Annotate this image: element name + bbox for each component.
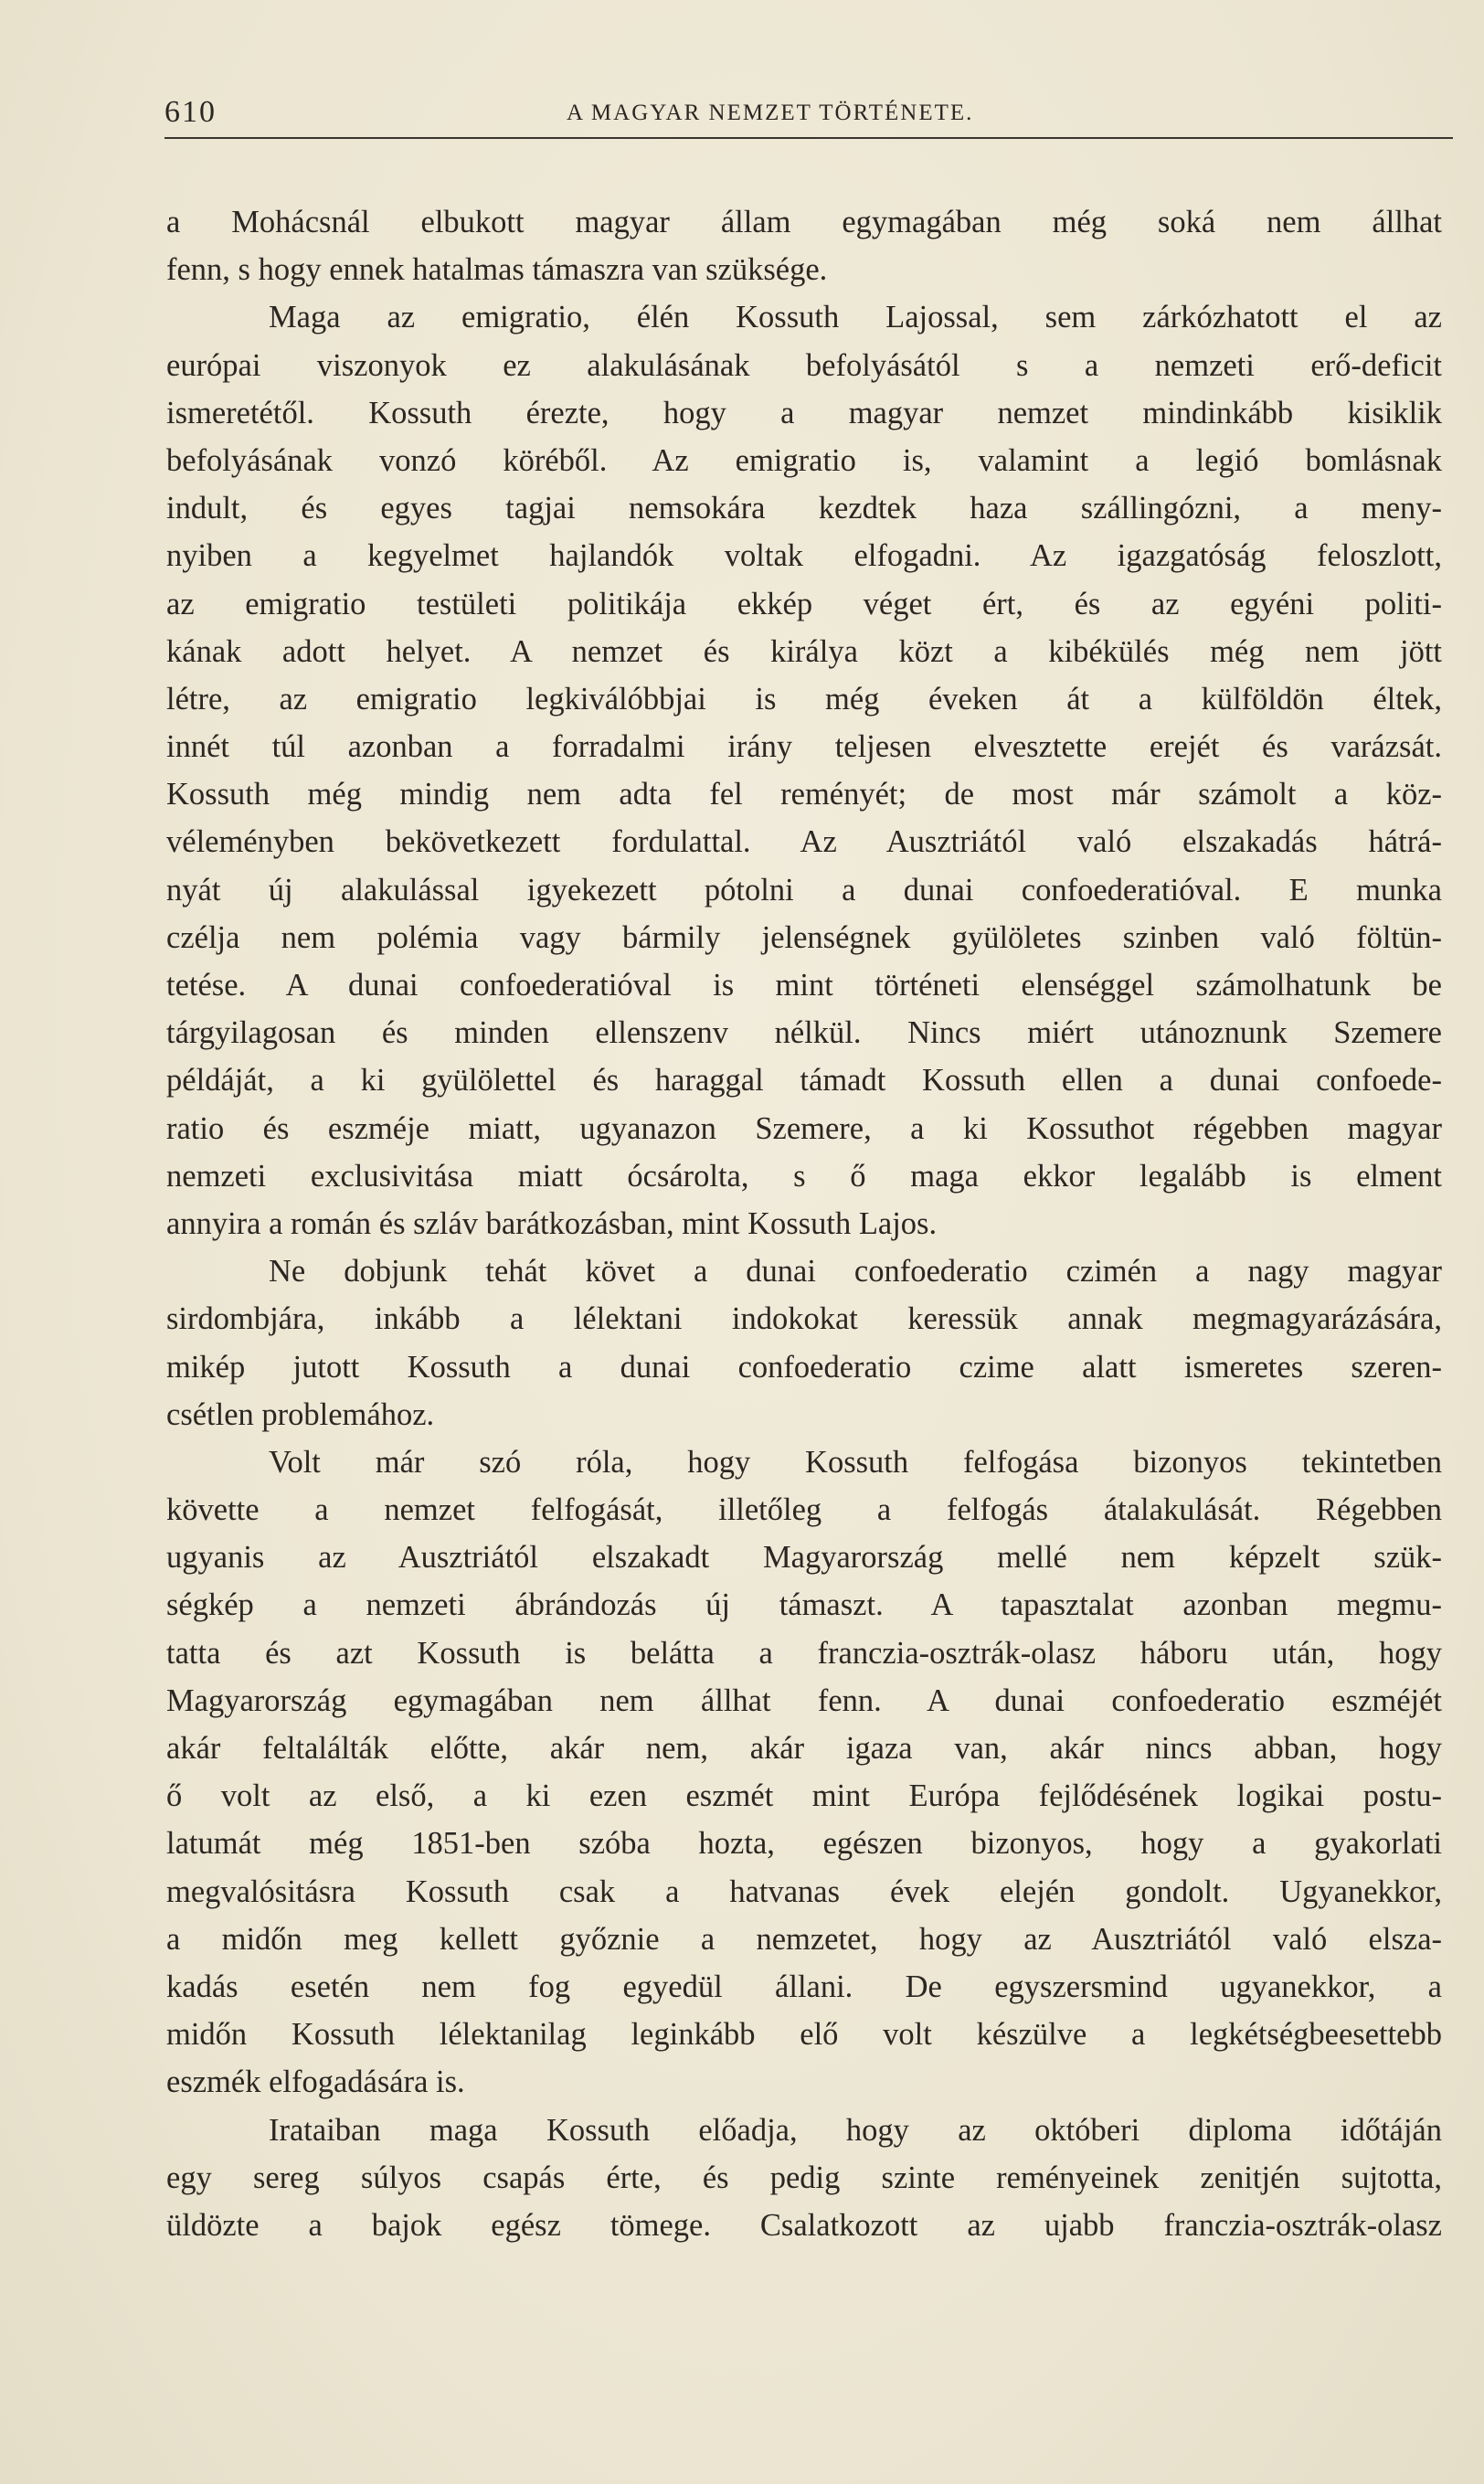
text-line: ismeretétől. Kossuth érezte, hogy a magyar nemzet mindinkább kisiklik [166,395,1442,430]
text-line: egy sereg súlyos csapás érte, és pedig szinte reményeinek zenitjén sujtotta, [166,2160,1442,2195]
text-line: üldözte a bajok egész tömege. Csalatkozott az ujabb franczia-osztrák-olasz [166,2207,1442,2243]
text-line: latumát még 1851-ben szóba hozta, egészen bizonyos, hogy a gyakorlati [166,1826,1442,1862]
text-line: a Mohácsnál elbukott magyar állam egymagában még soká nem állhat [166,205,1442,239]
text-line: Ne dobjunk tehát követ a dunai confoederatio czimén a nagy magyar [269,1254,1442,1290]
text-line: Volt már szó róla, hogy Kossuth felfogása bizonyos tekintetben [269,1444,1442,1480]
text-line: czélja nem polémia vagy bármily jelenségnek gyülöletes szinben való föltün- [166,919,1442,955]
text-line: ratio és eszméje miatt, ugyanazon Szemere, a ki Kossuthot régebben magyar [166,1110,1442,1146]
text-line: Kossuth még mindig nem adta fel reményét; de most már számolt a köz- [166,777,1442,812]
text-line: tárgyilagosan és minden ellenszenv nélkül. Nincs miért utánoznunk Szemere [166,1015,1442,1051]
text-line: európai viszonyok ez alakulásának befolyásától s a nemzeti erő-deficit [166,347,1442,383]
text-line: kadás esetén nem fog egyedül állani. De egyszersmind ugyanekkor, a [166,1969,1442,2004]
text-line: létre, az emigratio legkiválóbbjai is még éveken át a külföldön éltek, [166,681,1442,717]
text-line: ő volt az első, a ki ezen eszmét mint Európa fejlődésének logikai postu- [166,1778,1442,1814]
text-line: példáját, a ki gyülölettel és haraggal támadt Kossuth ellen a dunai confoede- [166,1063,1442,1099]
text-line: tatta és azt Kossuth is belátta a franczia-osztrák-olasz háboru után, hogy [166,1635,1442,1671]
text-line: ségkép a nemzeti ábrándozás új támaszt. A tapasztalat azonban megmu- [166,1587,1442,1623]
text-line: annyira a román és szláv barátkozásban, mint Kossuth Lajos. [166,1205,938,1241]
text-line: innét túl azonban a forradalmi irány teljesen elvesztette erejét és varázsát. [166,729,1442,765]
text-line: indult, és egyes tagjai nemsokára kezdtek haza szállingózni, a meny- [166,491,1442,526]
text-line: eszmék elfogadására is. [166,2065,465,2100]
text-line: akár feltalálták előtte, akár nem, akár igaza van, akár nincs abban, hogy [166,1731,1442,1766]
text-line: tetése. A dunai confoederatióval is mint történeti elenséggel számolhatunk be [166,968,1442,1003]
body-text [166,198,1442,2249]
text-line: követte a nemzet felfogását, illetőleg a felfogás átalakulását. Régebben [166,1492,1442,1528]
text-line: Maga az emigratio, élén Kossuth Lajossal, sem zárkózhatott el az [269,300,1442,335]
text-line: Magyarország egymagában nem állhat fenn. A dunai confoederatio eszméjét [166,1683,1442,1718]
text-line: nyát új alakulással igyekezett pótolni a dunai confoederatióval. E munka [166,872,1442,908]
text-line: megvalósitásra Kossuth csak a hatvanas évek elején gondolt. Ugyanekkor, [166,1874,1442,1909]
text-line: ugyanis az Ausztriától elszakadt Magyarország mellé nem képzelt szük- [166,1540,1442,1576]
text-line: kának adott helyet. A nemzet és királya közt a kibékülés még nem jött [166,633,1442,669]
text-line: befolyásának vonzó köréből. Az emigratio is, valamint a legió bomlásnak [166,442,1442,478]
text-line: sirdombjára, inkább a lélektani indokokat keressük annak megmagyarázására, [166,1301,1442,1337]
text-line: a midőn meg kellett győznie a nemzetet, hogy az Ausztriától való elsza- [166,1921,1442,1957]
text-line: véleményben bekövetkezett fordulattal. Az Ausztriától való elszakadás hátrá- [166,824,1442,860]
text-line: fenn, s hogy ennek hatalmas támaszra van szüksége. [166,252,828,288]
text-line: midőn Kossuth lélektanilag leginkább elő volt készülve a legkétségbeesettebb [166,2017,1442,2053]
page-number: 610 [164,95,217,129]
text-line: csétlen problemához. [166,1396,435,1432]
page-header [164,91,1453,139]
text-line: Irataiban maga Kossuth előadja, hogy az októberi diploma időtáján [269,2112,1442,2148]
text-line: az emigratio testületi politikája ekkép véget ért, és az egyéni politi- [166,586,1442,621]
text-line: mikép jutott Kossuth a dunai confoederatio czime alatt ismeretes szeren- [166,1349,1442,1385]
text-line: nemzeti exclusivitása miatt ócsárolta, s ő maga ekkor legalább is elment [166,1158,1442,1194]
text-line: nyiben a kegyelmet hajlandók voltak elfogadni. Az igazgatóság feloszlott, [166,538,1442,574]
running-title: A MAGYAR NEMZET TÖRTÉNETE. [567,101,974,125]
